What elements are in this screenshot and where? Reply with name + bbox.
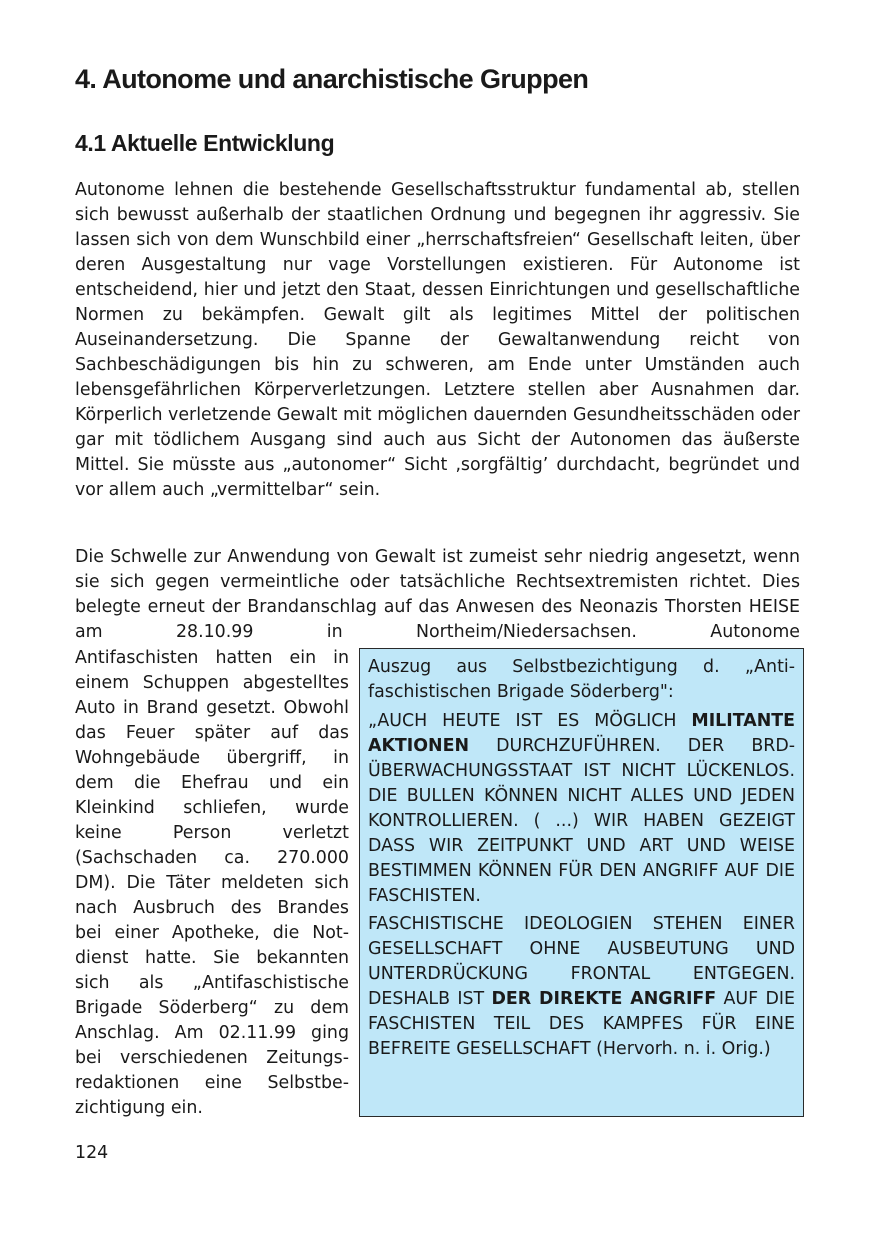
page-number: 124 — [75, 1143, 109, 1163]
chapter-heading: 4. Autonome und anarchistische Gruppen — [75, 64, 589, 94]
quote-text: „AUCH HEUTE IST ES MÖGLICH — [368, 711, 692, 731]
quote-text: AUF DIE FASCHISTEN TEIL DES KAMPFES FÜR EINE BEFREITE GESELLSCHAFT (Hervorh. n. i. Orig.) — [368, 989, 795, 1059]
quote-intro: Auszug aus Selbstbezichtigung d. „Antifaschistischen Brigade Söderberg": — [368, 657, 795, 702]
left-column-text: Antifaschisten hatten ein in einem Schuppen abgestelltes Auto in Brand gesetzt. Obwohl das Feuer später auf das Wohngebäude übergriff, in dem die Ehefrau und ein Kleinkind schliefen, wurde keine Person verletzt (Sachschaden ca. 270.000 DM). Die Täter meldeten sich nach Ausbruch des Brandes bei einer Apotheke, die Notdienst hatte. Sie bekannten sich als „Antifaschistische Brigade Söderberg“ zu dem Anschlag. Am 02.11.99 ging bei verschiedenen Zeitungsredaktionen eine Selbstbezichtigung ein. — [75, 648, 349, 1118]
quote-paragraph-1 — [368, 709, 795, 909]
quote-box — [359, 648, 804, 1117]
body-paragraph-2: Die Schwelle zur Anwendung von Gewalt ist zumeist sehr niedrig angesetzt, wenn sie sich gegen vermeintliche oder tatsächliche Rechtsextremisten richtet. Dies belegte erneut der Brandanschlag auf das Anwesen des Neonazis Thorsten HEISE am 28.10.99 in Northeim/Niedersachsen. Autonome — [75, 547, 800, 642]
section-heading: 4.1 Aktuelle Entwicklung — [75, 130, 335, 156]
body-paragraph-1: Autonome lehnen die bestehende Gesellschaftsstruktur fundamental ab, stellen sich bewusst außerhalb der staatlichen Ordnung und begegnen ihr aggressiv. Sie lassen sich von dem Wunschbild einer „herrschaftsfreien“ Gesellschaft leiten, über deren Ausgestaltung nur vage Vorstellungen existieren. Für Autonome ist entscheidend, hier und jetzt den Staat, dessen Einrichtungen und gesellschaftliche Normen zu bekämpfen. Gewalt gilt als legitimes Mittel der politischen Auseinandersetzung. Die Spanne der Gewaltanwendung reicht von Sachbeschädigungen bis hin zu schweren, am Ende unter Umständen auch lebensgefährlichen Körperverletzungen. Letztere stellen aber Ausnahmen dar. Körperlich verletzende Gewalt mit möglichen dauernden Gesundheitsschäden oder gar mit tödlichem Ausgang sind auch aus Sicht der Autonomen das äußerste Mittel. Sie müsste aus „autonomer“ Sicht ‚sorgfältig’ durchdacht, begründet und vor allem auch „vermittelbar“ sein. — [75, 180, 800, 500]
quote-emphasis: MILITANTE AKTIONEN — [368, 711, 795, 756]
quote-text: FASCHISTISCHE IDEOLOGIEN STEHEN EINER GESELLSCHAFT OHNE AUSBEUTUNG UND UNTERDRÜCKUNG FRONTAL ENTGEGEN. DESHALB IST — [368, 914, 795, 1009]
quote-paragraph-2 — [368, 912, 795, 1062]
quote-emphasis: DER DIREKTE ANGRIFF — [491, 989, 717, 1009]
quote-text: DURCHZUFÜHREN. DER BRD-ÜBERWACHUNGSSTAAT IST NICHT LÜCKENLOS. DIE BULLEN KÖNNEN NICHT ALLES UND JEDEN KONTROLLIEREN. ( ...) WIR HABEN GEZEIGT DASS WIR ZEITPUNKT UND ART UND WEISE BESTIMMEN KÖNNEN FÜR DEN ANGRIFF AUF DIE FASCHISTEN. — [368, 736, 795, 906]
